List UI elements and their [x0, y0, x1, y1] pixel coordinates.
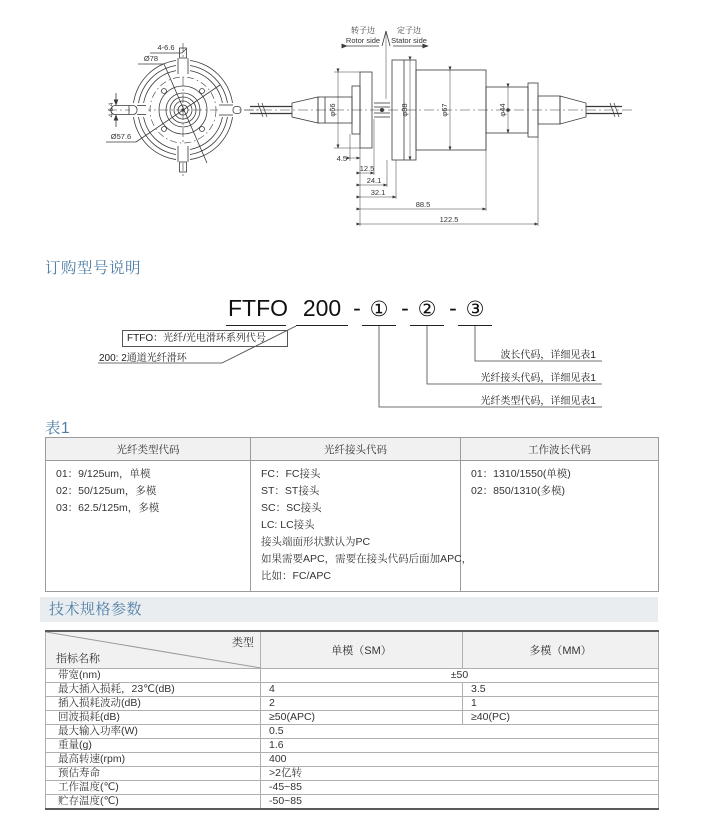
dim-dia-67: φ67: [440, 103, 449, 117]
dim-diameter-78: Ø78: [143, 54, 159, 63]
table1: [45, 437, 659, 592]
spec-row: [46, 753, 659, 767]
fiber-type-item: 02：50/125um，多模: [56, 485, 157, 497]
dim-len-24-1: 24.1: [366, 176, 382, 185]
spec-row: [46, 781, 659, 795]
fiber-type-item: 01：9/125um，单模: [56, 468, 151, 480]
fiber-type-note: 光纤类型代码，详细见表1: [480, 396, 596, 407]
spec-value: -45~85: [261, 781, 659, 795]
spec-label: 贮存温度(℃): [46, 795, 261, 810]
wavelength-item: 02：850/1310(多模): [471, 485, 565, 497]
spec-label: 最高转速(rpm): [46, 753, 261, 767]
spec-row: [46, 795, 659, 810]
channel-note: 200: 2通道光纤滑环: [99, 353, 187, 364]
dim-len-88-5: 88.5: [415, 200, 431, 209]
model-dash: -: [401, 295, 409, 321]
table1-header-row: [46, 438, 659, 461]
rotor-side-label-cn: 转子边: [351, 26, 375, 35]
spec-value: 1.6: [261, 739, 659, 753]
model-channels: 200: [302, 295, 342, 321]
corner-indicator-label: 指标名称: [56, 653, 100, 665]
series-note-box: FTFO：光纤/光电滑环系列代号: [122, 330, 288, 347]
stator-side-label-en: Stator side: [391, 36, 427, 45]
model-dash: -: [353, 295, 361, 321]
spec-value-mm: ≥40(PC): [463, 711, 659, 725]
fiber-type-cell: [46, 461, 251, 592]
connector-item: SC：SC接头: [261, 502, 322, 514]
model-pos1: ①: [369, 298, 389, 321]
spec-section-bar: [40, 597, 658, 622]
spec-value: 0.5: [261, 725, 659, 739]
spec-row: [46, 683, 659, 697]
spec-label: 回波损耗(dB): [46, 711, 261, 725]
order-section-heading: 订购型号说明: [45, 260, 142, 277]
spec-label: 带宽(nm): [46, 669, 261, 683]
col-fiber-type: 光纤类型代码: [46, 438, 251, 461]
spec-value-mm: 3.5: [463, 683, 659, 697]
spec-row: [46, 669, 659, 683]
dim-left-slot: 4-6.4: [108, 102, 115, 118]
col-wavelength: 工作波长代码: [461, 438, 659, 461]
spec-value: -50~85: [261, 795, 659, 810]
model-dash: -: [449, 295, 457, 321]
connector-item: 如果需要APC，需要在接头代码后面加APC，: [261, 553, 473, 565]
spec-value-sm: 2: [261, 697, 463, 711]
spec-row: [46, 739, 659, 753]
spec-table: [45, 630, 659, 810]
model-pos2: ②: [417, 298, 437, 321]
model-pos3: ③: [465, 298, 485, 321]
dim-diameter-57-6: Ø57.6: [110, 132, 132, 141]
model-series: FTFO: [228, 295, 289, 321]
col-singlemode: 单模（SM）: [261, 631, 463, 669]
spec-value-mm: 1: [463, 697, 659, 711]
dim-len-32-1: 32.1: [370, 188, 386, 197]
table1-body-row: [46, 461, 659, 592]
stator-side-label-cn: 定子边: [397, 26, 421, 35]
fiber-type-item: 03：62.5/125m，多模: [56, 502, 160, 514]
spec-value: ±50: [261, 669, 659, 683]
spec-section-heading: 技术规格参数: [49, 601, 143, 618]
connector-item: 接头端面形状默认为PC: [261, 536, 371, 548]
dim-top-hole-count: 4-6.6: [157, 43, 175, 52]
spec-row: [46, 725, 659, 739]
dim-len-4-5: 4.5: [336, 154, 347, 163]
dim-len-12-5: 12.5: [359, 164, 375, 173]
col-multimode: 多模（MM）: [463, 631, 659, 669]
dim-dia-88: φ88: [400, 103, 409, 117]
spec-label: 最大输入功率(W): [46, 725, 261, 739]
spec-value: >2亿转: [261, 767, 659, 781]
spec-row: [46, 711, 659, 725]
table1-heading: 表1: [45, 420, 71, 437]
spec-label: 最大插入损耗，23℃(dB): [46, 683, 261, 697]
dim-len-122-5: 122.5: [439, 215, 459, 224]
dim-dia-66: φ66: [328, 103, 337, 117]
corner-type-label: 类型: [232, 637, 254, 649]
connector-item: LC: LC接头: [261, 519, 315, 531]
spec-label: 重量(g): [46, 739, 261, 753]
spec-value: 400: [261, 753, 659, 767]
spec-row: [46, 697, 659, 711]
wavelength-note: 波长代码，详细见表1: [500, 350, 596, 361]
wavelength-cell: [461, 461, 659, 592]
connector-item: FC：FC接头: [261, 468, 321, 480]
spec-label: 插入损耗波动(dB): [46, 697, 261, 711]
rotor-side-label-en: Rotor side: [345, 36, 381, 45]
spec-value-sm: 4: [261, 683, 463, 697]
connector-note: 光纤接头代码，详细见表1: [480, 373, 596, 384]
spec-label: 工作温度(℃): [46, 781, 261, 795]
spec-corner-cell: [46, 631, 261, 669]
spec-label: 预估寿命: [46, 767, 261, 781]
wavelength-item: 01：1310/1550(单模): [471, 468, 571, 480]
spec-value-sm: ≥50(APC): [261, 711, 463, 725]
connector-cell: [251, 461, 473, 592]
spec-header-row: [46, 631, 659, 669]
col-connector: 光纤接头代码: [251, 438, 461, 461]
connector-item: 比如：FC/APC: [261, 570, 332, 582]
dim-dia-44: φ44: [498, 103, 507, 117]
spec-row: [46, 767, 659, 781]
connector-item: ST：ST接头: [261, 485, 320, 497]
